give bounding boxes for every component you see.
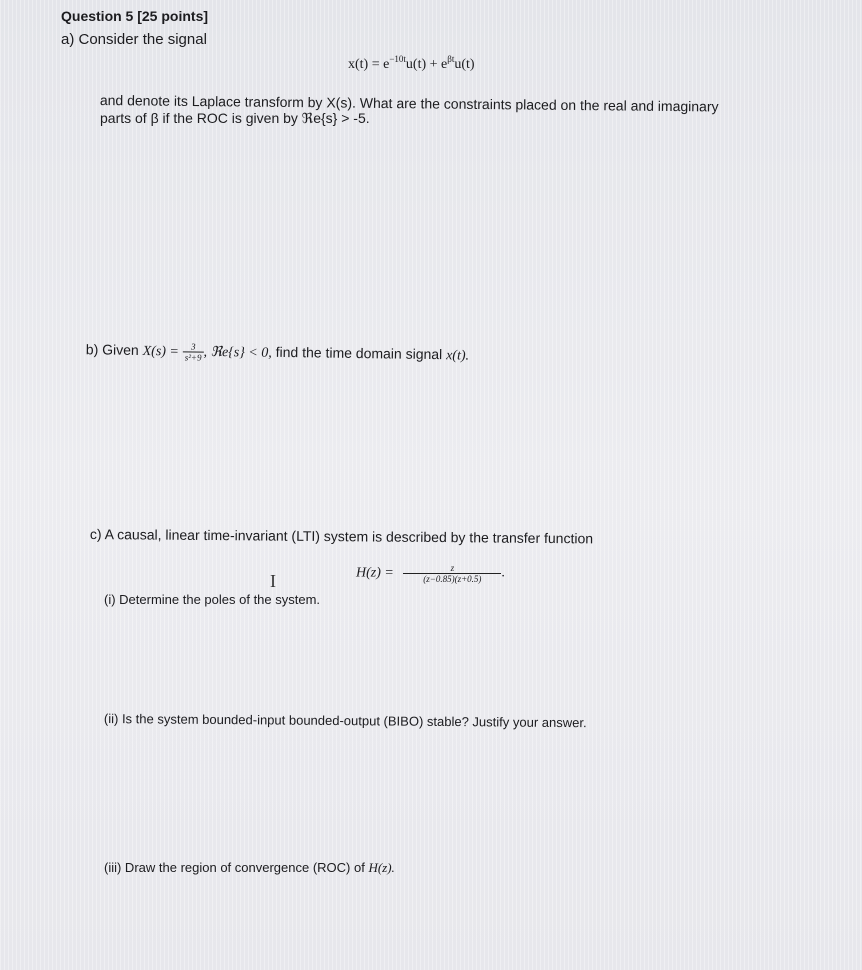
eq-c-fraction — [403, 563, 501, 584]
part-c-intro: c) A causal, linear time-invariant (LTI) system is described by the transfer function — [89, 526, 594, 547]
eq-c-numerator: z — [450, 563, 455, 573]
eq-c-denominator: (z−0.85)(z+0.5) — [423, 574, 482, 584]
part-b-roc: , ℜe{s} < 0, — [203, 344, 272, 361]
part-b-signal: x(t). — [446, 348, 470, 364]
part-a-line1: and denote its Laplace transform by X(s). What are the constraints placed on the real and imaginary — [99, 92, 719, 115]
equation-c — [356, 563, 505, 584]
part-c-q2: (ii) Is the system bounded-input bounded-output (BIBO) stable? Justify your answer. — [103, 711, 587, 731]
part-b-prefix: b) Given — [85, 341, 139, 358]
eq-a-exp2: βt — [447, 54, 455, 64]
part-c-q1: (i) Determine the poles of the system. — [104, 592, 321, 607]
part-c-q3 — [104, 860, 395, 876]
part-b-fraction — [183, 341, 204, 362]
eq-a-mid: u(t) + e — [405, 57, 448, 72]
eq-c-hz: H(z) = — [356, 565, 394, 581]
question-title: Question 5 [25 points] — [61, 8, 209, 24]
eq-a-lhs: x(t) = e — [348, 57, 390, 72]
part-c-q3-prefix: (iii) Draw the region of convergence (ROC) of — [104, 860, 365, 875]
equation-a — [348, 54, 475, 73]
part-a-line2: parts of β if the ROC is given by ℜe{s} > -5. — [100, 110, 370, 126]
part-b — [86, 340, 469, 366]
part-b-numerator: 3 — [190, 341, 196, 352]
part-b-denominator: s²+9 — [184, 352, 202, 363]
eq-a-tail: u(t) — [454, 57, 475, 72]
text-cursor-icon: I — [270, 571, 276, 591]
part-c-q3-fn: H(z). — [368, 860, 395, 875]
eq-a-exp1: −10t — [389, 54, 406, 64]
part-b-suffix: find the time domain signal — [275, 343, 443, 363]
part-b-xs: X(s) = — [142, 343, 180, 360]
part-a-intro: a) Consider the signal — [61, 31, 207, 48]
eq-c-period: . — [501, 565, 505, 581]
